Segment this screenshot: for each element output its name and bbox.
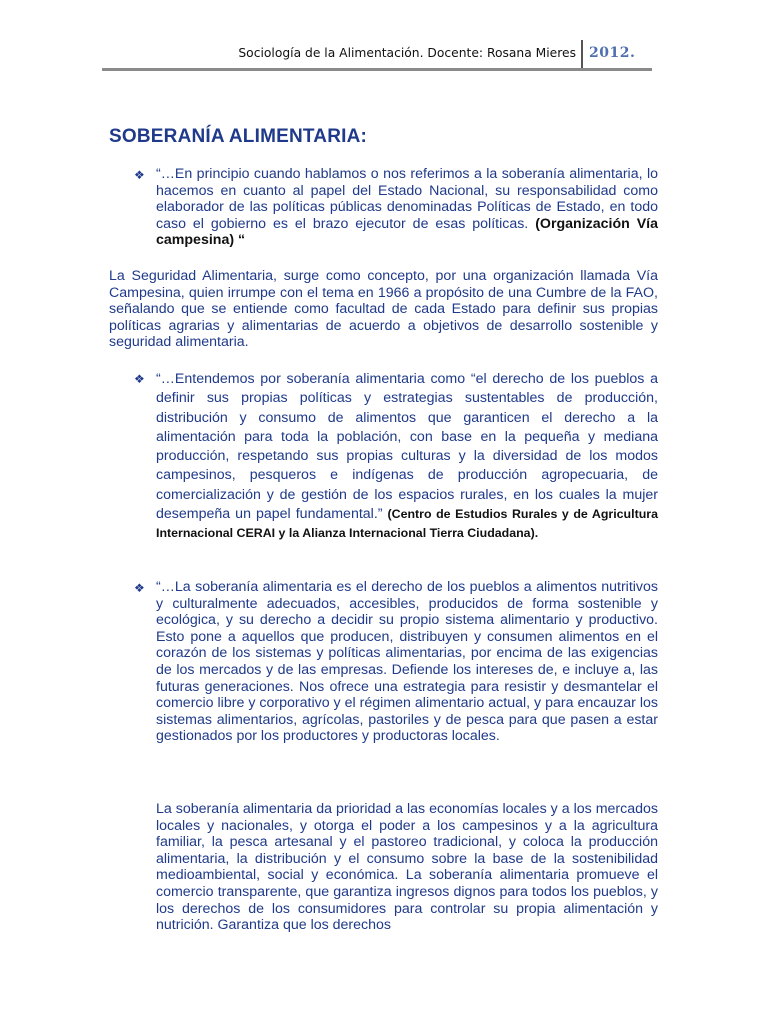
bullet-icon: ❖: [134, 581, 145, 595]
header-divider: [581, 40, 583, 68]
quote-1-source: (Organización Vía campesina) “: [156, 215, 658, 249]
header-year: 2012.: [589, 45, 636, 61]
quote-2-source: (Centro de Estudios Rurales y de Agricultura Internacional CERAI y la Alianza Internacional Tierra Ciudadana).: [156, 507, 658, 541]
paragraph-2: La soberanía alimentaria da prioridad a las economías locales y a los mercados locales y nacionales, y otorga el poder a los campesinos y a la agricultura familiar, la pesca artesanal y el pastoreo tradicional, y coloca la producción alimentaria, la distribución y el consumo sobre la base de la sostenibilidad medioambiental, social y económica. La soberanía alimentaria promueve el comercio transparente, que garantiza ingresos dignos para todos los pueblos, y los derechos de los consumidores para controlar su propia alimentación y nutrición. Garantiza que los derechos: [156, 801, 658, 934]
quote-1-text: “…En principio cuando hablamos o nos referimos a la soberanía alimentaria, lo hacemos en cuanto al papel del Estado Nacional, su responsabilidad como elaborador de las políticas públicas denominadas Políticas de Estado, en todo caso el gobierno es el brazo ejecutor de esas políticas.: [156, 166, 658, 232]
quote-2-text: “…Entendemos por soberanía alimentaria como “el derecho de los pueblos a definir sus propias políticas y estrategias sustentables de producción, distribución y consumo de alimentos que garanticen el derecho a la alimentación para toda la población, con base en la pequeña y mediana producción, respetando sus propias culturas y la diversidad de los modos campesinos, pesqueros e indígenas de producción agropecuaria, de comercialización y de gestión de los espacios rurales, en los cuales la mujer desempeña un papel fundamental.”: [156, 371, 658, 523]
bullet-icon: ❖: [134, 372, 145, 386]
page-header: [102, 40, 652, 74]
quote-3: “…La soberanía alimentaria es el derecho de los pueblos a alimentos nutritivos y culturalmente adecuados, accesibles, producidos de forma sostenible y ecológica, y su derecho a decidir su propio sistema alimentario y productivo. Esto pone a aquellos que producen, distribuyen y consumen alimentos en el corazón de los sistemas y políticas alimentarias, por encima de las exigencias de los mercados y de las empresas. Defiende los intereses de, e incluye a, las futuras generaciones. Nos ofrece una estrategia para resistir y desmantelar el comercio libre y corporativo y el régimen alimentario actual, y para encauzar los sistemas alimentarios, agrícolas, pastoriles y de pesca para que pasen a estar gestionados por los productores y productoras locales.: [156, 579, 658, 745]
quote-1: [156, 166, 658, 249]
header-course-text: Sociología de la Alimentación. Docente: Rosana Mieres: [238, 46, 576, 60]
quote-2: [156, 370, 658, 544]
header-rule: [102, 68, 652, 71]
paragraph-1: La Seguridad Alimentaria, surge como concepto, por una organización llamada Vía Campesina, quien irrumpe con el tema en 1966 a propósito de una Cumbre de la FAO, señalando que se entiende como facultad de cada Estado para definir sus propias políticas agrarias y alimentarias de acuerdo a objetivos de desarrollo sostenible y seguridad alimentaria.: [109, 268, 658, 351]
page-title: SOBERANÍA ALIMENTARIA:: [109, 126, 368, 147]
bullet-icon: ❖: [134, 168, 145, 182]
